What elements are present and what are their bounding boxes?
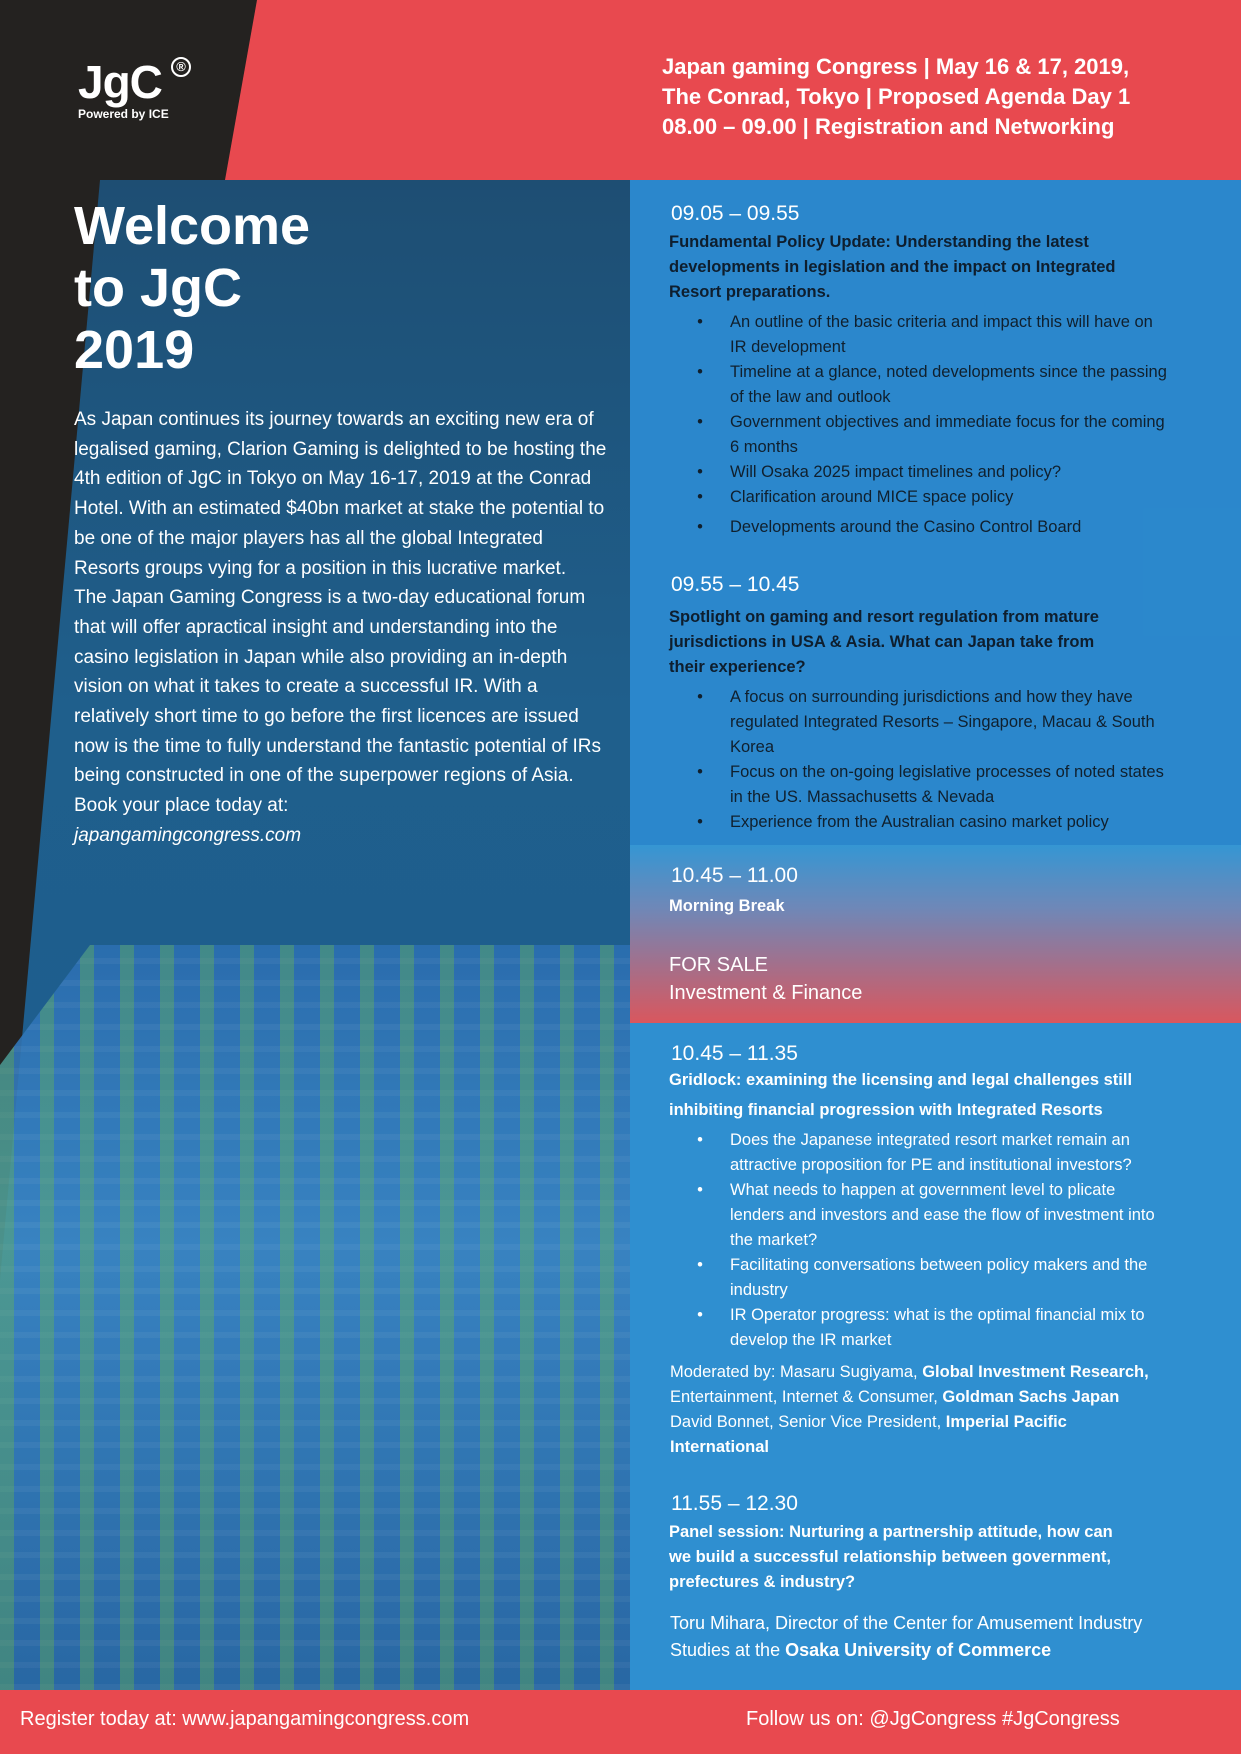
bullet-text: Timeline at a glance, noted developments since the passing of the law and outlook [730,363,1167,406]
bullet-icon: • [697,463,703,481]
website-link[interactable]: japangamingcongress.com [74,824,302,846]
bullet-text: A focus on surrounding jurisdictions and how they have regulated Integrated Resorts – Singapore, Macau & South Korea [730,688,1155,756]
for-sale-subtitle: Investment & Finance [669,982,863,1004]
moderator-text: Entertainment, Internet & Consumer, [670,1388,943,1406]
welcome-title-line-3: 2019 [74,320,195,380]
logo-subtitle: Powered by ICE [78,107,169,121]
session-5-title: Panel session: Nurturing a partnership attitude, how can we build a successful relationship between government, prefectures & industry? [669,1523,1113,1591]
bullet-icon: • [697,1131,703,1149]
list-item [690,460,1170,485]
session-4-title-line-2: inhibiting financial progression with Integrated Resorts [669,1101,1103,1119]
moderator-org: Global Investment Research, [922,1363,1149,1381]
bullet-icon: • [697,488,703,506]
header-line-1: Japan gaming Congress | May 16 & 17, 2019, [662,54,1130,79]
session-2-bullets [690,685,1170,835]
bullet-icon: • [697,688,703,706]
list-item [690,1253,1170,1303]
session-1-bullets [690,310,1170,540]
list-item [690,1178,1170,1253]
list-item [690,515,1170,540]
bullet-icon: • [697,1181,703,1199]
bullet-icon: • [697,363,703,381]
bullet-text: Developments around the Casino Control Board [730,518,1082,536]
session-5-speaker [670,1610,1180,1664]
session-3-title: Morning Break [669,897,785,915]
bullet-text: An outline of the basic criteria and impact this will have on IR development [730,313,1153,356]
intro-paragraph-2: The Japan Gaming Congress is a two-day educational forum that will offer apractical insight and understanding into the casino legislation in Japan while also providing an in-depth vision on what it takes to create a successful IR. With a relatively short time to go before the first licences are issued now is the time to fully understand the fantastic potential of IRs being constructed in one of the superpower regions of Asia. [74,587,602,787]
list-item [690,810,1170,835]
list-item [690,760,1170,810]
bullet-text: Experience from the Australian casino market policy [730,813,1109,831]
bullet-icon: • [697,763,703,781]
welcome-title [74,195,494,381]
session-4-moderators [670,1360,1150,1460]
bullet-icon: • [697,518,703,536]
bullet-text: Government objectives and immediate focus for the coming 6 months [730,413,1165,456]
list-item [690,410,1170,460]
bullet-text: Focus on the on-going legislative processes of noted states in the US. Massachusetts & Nevada [730,763,1164,806]
moderator-org: Goldman Sachs Japan [942,1388,1120,1406]
list-item [690,485,1170,510]
bullet-text: Clarification around MICE space policy [730,488,1014,506]
jgc-logo [78,55,186,121]
session-2-time: 09.55 – 10.45 [671,573,800,596]
list-item [690,360,1170,410]
session-3-time: 10.45 – 11.00 [671,864,798,887]
bullet-text: IR Operator progress: what is the optimal financial mix to develop the IR market [730,1306,1145,1349]
session-2-title: Spotlight on gaming and resort regulation from mature jurisdictions in USA & Asia. What can Japan take from their experience? [669,608,1099,676]
header-line-2: The Conrad, Tokyo | Proposed Agenda Day 1 [662,84,1131,109]
session-4-time: 10.45 – 11.35 [671,1042,798,1065]
for-sale-label: FOR SALE [669,954,768,976]
book-place-text: Book your place today at: [74,795,289,817]
bullet-text: What needs to happen at government level to plicate lenders and investors and ease the flow of investment into the market? [730,1181,1155,1249]
header-line-3: 08.00 – 09.00 | Registration and Networking [662,114,1115,139]
bullet-icon: • [697,1256,703,1274]
list-item [690,1128,1170,1178]
bullet-icon: • [697,1306,703,1324]
session-4-bullets [690,1128,1170,1353]
intro-text [74,405,609,851]
list-item [690,685,1170,760]
session-1-title: Fundamental Policy Update: Understanding the latest developments in legislation and the impact on Integrated Resort preparations. [669,233,1116,301]
bullet-text: Does the Japanese integrated resort market remain an attractive proposition for PE and institutional investors? [730,1131,1132,1174]
bullet-icon: • [697,413,703,431]
moderator-org: Imperial Pacific International [670,1413,1067,1456]
footer-social-text[interactable]: Follow us on: @JgCongress #JgCongress [746,1708,1120,1730]
intro-paragraph-1: As Japan continues its journey towards an exciting new era of legalised gaming, Clarion Gaming is delighted to be hosting the 4th edition of JgC in Tokyo on May 16-17, 2019 at the Conrad Hotel. With an estimated $40bn market at stake the potential to be one of the major players has all the global Integrated Resorts groups vying for a position in this lucrative market. [74,409,607,579]
registered-mark-icon: ® [171,57,191,77]
logo-text: JgC [78,56,162,108]
speaker-text: Toru Mihara, Director of the Center for Amusement Industry Studies at the [670,1613,1143,1660]
bullet-icon: • [697,813,703,831]
welcome-title-line-1: Welcome [74,196,311,256]
speaker-org: Osaka University of Commerce [785,1640,1052,1660]
session-5-time: 11.55 – 12.30 [671,1492,798,1515]
footer-register-link[interactable]: Register today at: www.japangamingcongress.com [20,1708,470,1730]
bullet-text: Facilitating conversations between policy makers and the industry [730,1256,1148,1299]
list-item [690,310,1170,360]
list-item [690,1303,1170,1353]
city-photo-lower [0,945,630,1690]
session-4-title-line-1: Gridlock: examining the licensing and legal challenges still [669,1071,1133,1089]
moderator-text: David Bonnet, Senior Vice President, [670,1413,946,1431]
session-1-time: 09.05 – 09.55 [671,202,800,225]
welcome-title-line-2: to JgC [74,258,242,318]
bullet-text: Will Osaka 2025 impact timelines and policy? [730,463,1062,481]
bullet-icon: • [697,313,703,331]
moderator-text: Moderated by: Masaru Sugiyama, [670,1363,923,1381]
